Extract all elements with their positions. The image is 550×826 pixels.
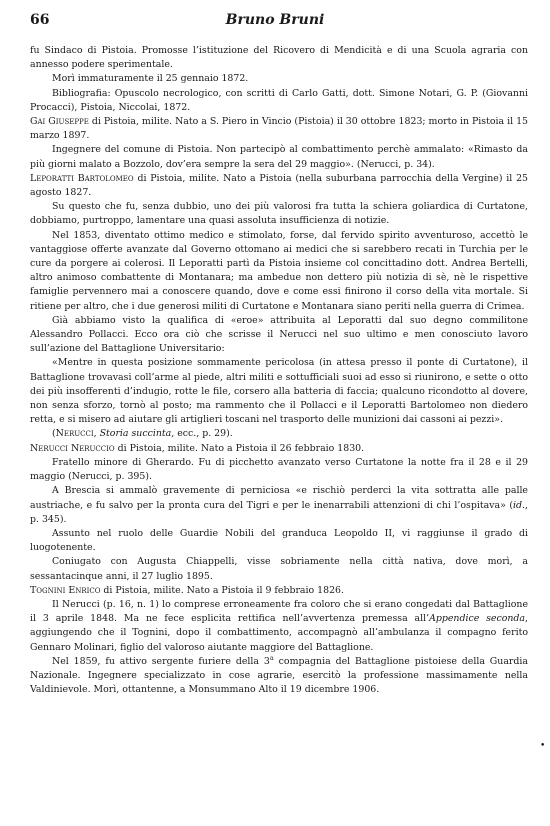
paragraph: fu Sindaco di Pistoia. Promosse l’istituzione del Ricovero di Mendicità e di una Scuola agraria con annesso podere sperimentale. (30, 45, 528, 71)
entry-text: di Pistoia, milite. Nato a Pistoia (nella suburbana parrocchia della Vergine) il 25 agosto 1827. (30, 172, 528, 199)
appendix-title: Appendice seconda (429, 613, 526, 625)
biography-entry-tognini (30, 584, 528, 598)
citation: (Nerucci, Storia succinta, ecc., p. 29). (52, 428, 233, 440)
entry-name: Leporatti Bartolomeo (30, 172, 134, 184)
entry-name: Nerucci Neruccio (30, 442, 115, 454)
margin-mark: • (540, 741, 546, 751)
paragraph: Nel 1859, fu attivo sergente furiere della 3$^a$ compagnia del Battaglione pistoiese della Guardia Nazionale. Ingegnere specializzato in cose agrarie, esercitò la professione massimamente nella Valdinievole. Morì, ottantenne, a Monsummano Alto il 19 dicembre 1906. (30, 653, 528, 696)
paragraph: Ingegnere del comune di Pistoia. Non partecipò al combattimento perchè ammalato: «Rimasto da più giorni malato a Bozzolo, dov’era sempre la sera del 29 maggio». (Nerucci, p. 34). (30, 144, 528, 170)
biography-entry-gai (30, 115, 528, 143)
paragraph: Morì immaturamente il 25 gennaio 1872. (52, 73, 249, 85)
paragraph: Fratello minore di Gherardo. Fu di picchetto avanzato verso Curtatone la notte fra il 28 e il 29 maggio (Nerucci, p. 395). (30, 456, 528, 483)
paragraph: Già abbiamo visto la qualifica di «eroe» attribuita al Leporatti dal suo degno commilitone Alessandro Pollacci. Ecco ora ciò che scrisse il Nerucci nel suo ultimo e men conosciuto lavoro sull’azione del Battaglione Universitario: (30, 314, 528, 355)
entry-name: Gai Giuseppe (30, 116, 89, 128)
paragraph: Nel 1853, diventato ottimo medico e stimolato, forse, dal fervido spirito avventuroso, accettò le vantaggiose offerte avanzate dal Governo ottomano ai medici che si sarebbero recati in Turchia per le cure da porgere ai colerosi. Il Leporatti partì da Pistoia insieme col concittadino dott. Andrea Bertelli, altro animoso combattente di Montanara; ma ambedue non dettero più notizia di sè, nè le rispettive famiglie pervennero mai a conoscere quando, dove e come essi finirono il corso della vita mortale. Si ritiene per altro, che i due generosi militi di Curtatone e Montanara siano periti nella guerra di Crimea. (30, 229, 528, 312)
biography-entry-leporatti (30, 172, 528, 200)
page-body (30, 44, 528, 697)
citation-title: Storia succinta (99, 428, 172, 440)
biography-entry-nerucci (30, 442, 528, 456)
running-head: Bruno Bruni (225, 12, 325, 28)
quotation-paragraph: «Mentre in questa posizione sommamente pericolosa (in attesa presso il ponte di Curtatone), il Battaglione trovavasi coll’arme al piede, altri militi e sottufficiali suoi ad esso si riunirono, e sette o otto dei più insofferenti d’indugio, rotte le file, corsero alla batteria di faccia; qualcuno ricondotto al dovere, non senza sforzo, tornò al posto; ma rammento che il Pollacci e il Leporatti Bartolomeo non diedero retta, e si misero ad aiutare gli artiglieri toscani nel trasporto delle munizioni dai cassoni ai pezzi». (30, 357, 528, 426)
page-header (30, 12, 520, 32)
paragraph: A Brescia si ammalò gravemente di perniciosa «e rischiò perderci la vita sottratta alle palle austriache, e fu salvo per la pronta cura del Tigri e per le inenarrabili attenzioni di chi l’ospitava» (id., p. 345). (30, 485, 528, 525)
entry-text: di Pistoia, milite. Nato a Pistoia il 26 febbraio 1830. (114, 442, 365, 454)
entry-name: Tognini Enrico (30, 584, 101, 596)
paragraph: Su questo che fu, senza dubbio, uno dei più valorosi fra tutta la schiera goliardica di Curtatone, dobbiamo, purtroppo, lamentare una quasi assoluta insufficienza di notizie. (30, 201, 528, 227)
page-number: 66 (30, 12, 50, 28)
entry-text: di Pistoia, milite. Nato a Pistoia il 9 febbraio 1826. (100, 584, 344, 596)
paragraph: Assunto nel ruolo delle Guardie Nobili del granduca Leopoldo II, vi raggiunse il grado di luogotenente. (30, 527, 528, 554)
citation-author: Nerucci (55, 428, 94, 440)
entry-text: di Pistoia, milite. Nato a S. Piero in Vincio (Pistoia) il 30 ottobre 1823; morto in Pistoia il 15 marzo 1897. (30, 116, 528, 142)
bibliography-paragraph: Bibliografia: Opuscolo necrologico, con scritti di Carlo Gatti, dott. Simone Notari, G. P. (Giovanni Procacci), Pistoia, Niccolai, 1872. (30, 87, 528, 113)
paragraph: Coniugato con Augusta Chiappelli, visse sobriamente nella città nativa, dove morì, a sessantacinque anni, il 27 luglio 1895. (30, 556, 528, 582)
paragraph: Il Nerucci (p. 16, n. 1) lo comprese erroneamente fra coloro che si erano congedati dal Battaglione il 3 aprile 1848. Ma ne fece esplicita rettifica nell’avvertenza premessa all’Appendice seconda, aggiungendo che il Tognini, dopo il combattimento, accompagnò all’ambulanza il compagno ferito Gennaro Molinari, figlio del valoroso aiutante maggiore del Battaglione. (30, 598, 528, 653)
